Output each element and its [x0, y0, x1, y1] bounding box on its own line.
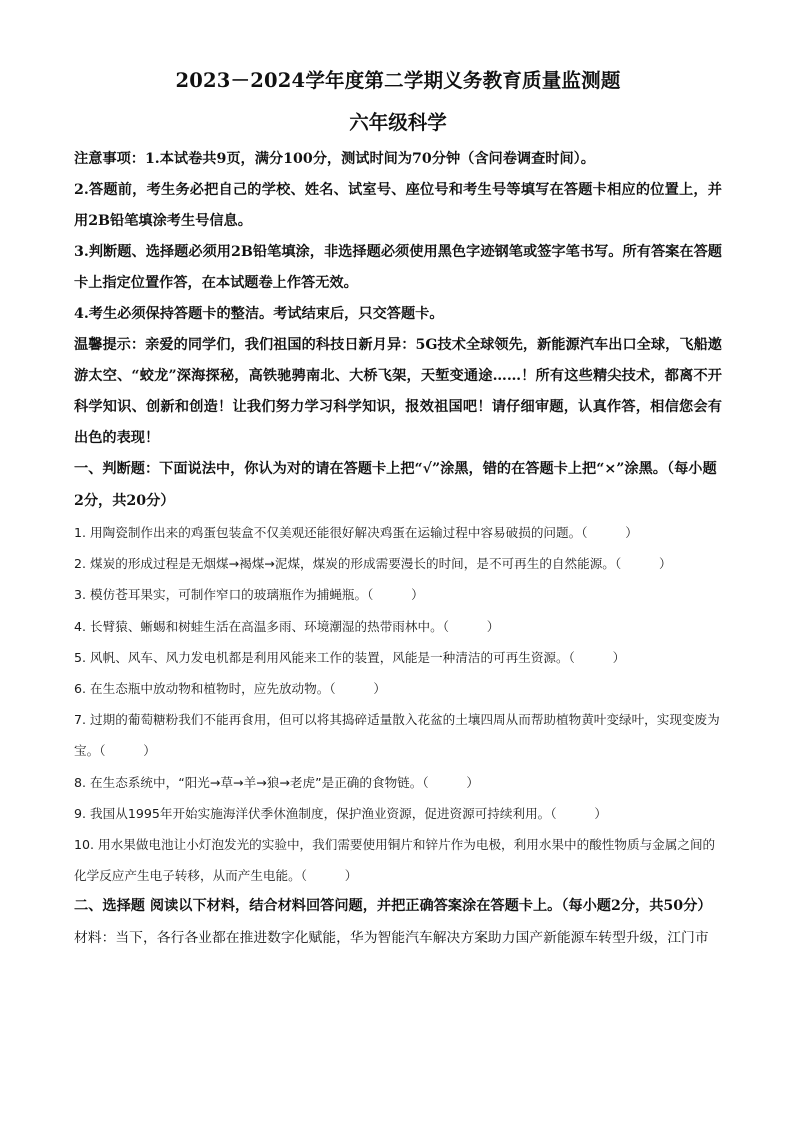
notes-block [74, 144, 722, 330]
question-text: 过期的葡萄糖粉我们不能再食用，但可以将其捣碎适量散入花盆的土壤四周从而帮助植物黄叶变绿叶，实现变废为宝。（ ） [74, 712, 720, 759]
note-item: 2.答题前，考生务必把自己的学校、姓名、试室号、座位号和考生号等填写在答题卡相应的位置上，并用2B铅笔填涂考生号信息。 [74, 182, 722, 229]
question-item [74, 642, 722, 673]
question-number: 7. [74, 712, 87, 728]
question-text: 用水果做电池让小灯泡发光的实验中，我们需要使用铜片和锌片作为电极，利用水果中的酸性物质与金属之间的化学反应产生电子转移，从而产生电能。（ ） [74, 837, 716, 884]
note-item: 注意事项：1.本试卷共9页，满分100分，测试时间为70分钟（含问卷调查时间）。 [74, 151, 595, 167]
question-number: 8. [74, 774, 87, 790]
section-1-heading: 一、判断题：下面说法中，你认为对的请在答题卡上把“√”涂黑，错的在答题卡上把“×”涂黑。（每小题2分，共20分） [74, 461, 717, 509]
section-choice [74, 891, 722, 954]
question-number: 5. [74, 649, 87, 665]
material-paragraph: 材料：当下，各行各业都在推进数字化赋能，华为智能汽车解决方案助力国产新能源车转型升级，江门市 [74, 929, 709, 946]
question-number: 2. [74, 556, 87, 572]
question-number: 3. [74, 587, 87, 603]
question-text: 长臂猿、蜥蜴和树蛙生活在高温多雨、环境潮湿的热带雨林中。（ ） [90, 618, 500, 634]
section-2-heading: 二、选择题 阅读以下材料，结合材料回答问题，并把正确答案涂在答题卡上。（每小题2分，共50分） [74, 898, 712, 915]
question-number: 10. [74, 837, 95, 853]
question-text: 在生态系统中，“阳光→草→羊→狼→老虎”是正确的食物链。（ ） [90, 774, 480, 790]
question-item [74, 798, 722, 829]
question-text: 我国从1995年开始实施海洋伏季休渔制度，保护渔业资源，促进资源可持续利用。（ ） [90, 805, 607, 821]
exam-title: 2023－2024学年度第二学期义务教育质量监测题 [175, 69, 621, 92]
question-item [74, 517, 722, 548]
question-number: 4. [74, 618, 87, 634]
question-number: 9. [74, 805, 87, 821]
question-text: 煤炭的形成过程是无烟煤→褐煤→泥煤，煤炭的形成需要漫长的时间，是不可再生的自然能源。（ ） [90, 556, 672, 572]
question-item [74, 611, 722, 642]
section-judgement [74, 454, 722, 891]
exam-subtitle: 六年级科学 [349, 111, 447, 134]
question-text: 模仿苍耳果实，可制作窄口的玻璃瓶作为捕蝇瓶。（ ） [90, 587, 424, 603]
question-text: 在生态瓶中放动物和植物时，应先放动物。（ ） [90, 681, 386, 697]
question-item [74, 673, 722, 704]
note-item: 4.考生必须保持答题卡的整洁。考试结束后，只交答题卡。 [74, 306, 444, 322]
question-number: 1. [74, 525, 87, 540]
note-item: 3.判断题、选择题必须用2B铅笔填涂，非选择题必须使用黑色字迹钢笔或签字笔书写。所有答案在答题卡上指定位置作答，在本试题卷上作答无效。 [74, 244, 722, 291]
question-item [74, 704, 722, 766]
question-item [74, 829, 722, 891]
question-item [74, 767, 722, 798]
question-number: 6. [74, 681, 87, 697]
question-text: 用陶瓷制作出来的鸡蛋包装盒不仅美观还能很好解决鸡蛋在运输过程中容易破损的问题。（ ） [90, 525, 638, 540]
reminder-paragraph: 温馨提示：亲爱的同学们，我们祖国的科技日新月异：5G技术全球领先，新能源汽车出口全球，飞船遨游太空、“蛟龙”深海探秘，高铁驰骋南北、大桥飞架，天堑变通途……！所有这些精尖技术，都离不开科学知识、创新和创造！让我们努力学习科学知识，报效祖国吧！请仔细审题，认真作答，相信您会有出色的表现！ [74, 337, 722, 446]
question-text: 风帆、风车、风力发电机都是利用风能来工作的装置，风能是一种清洁的可再生资源。（ ） [90, 649, 626, 665]
question-item [74, 579, 722, 610]
question-item [74, 548, 722, 579]
